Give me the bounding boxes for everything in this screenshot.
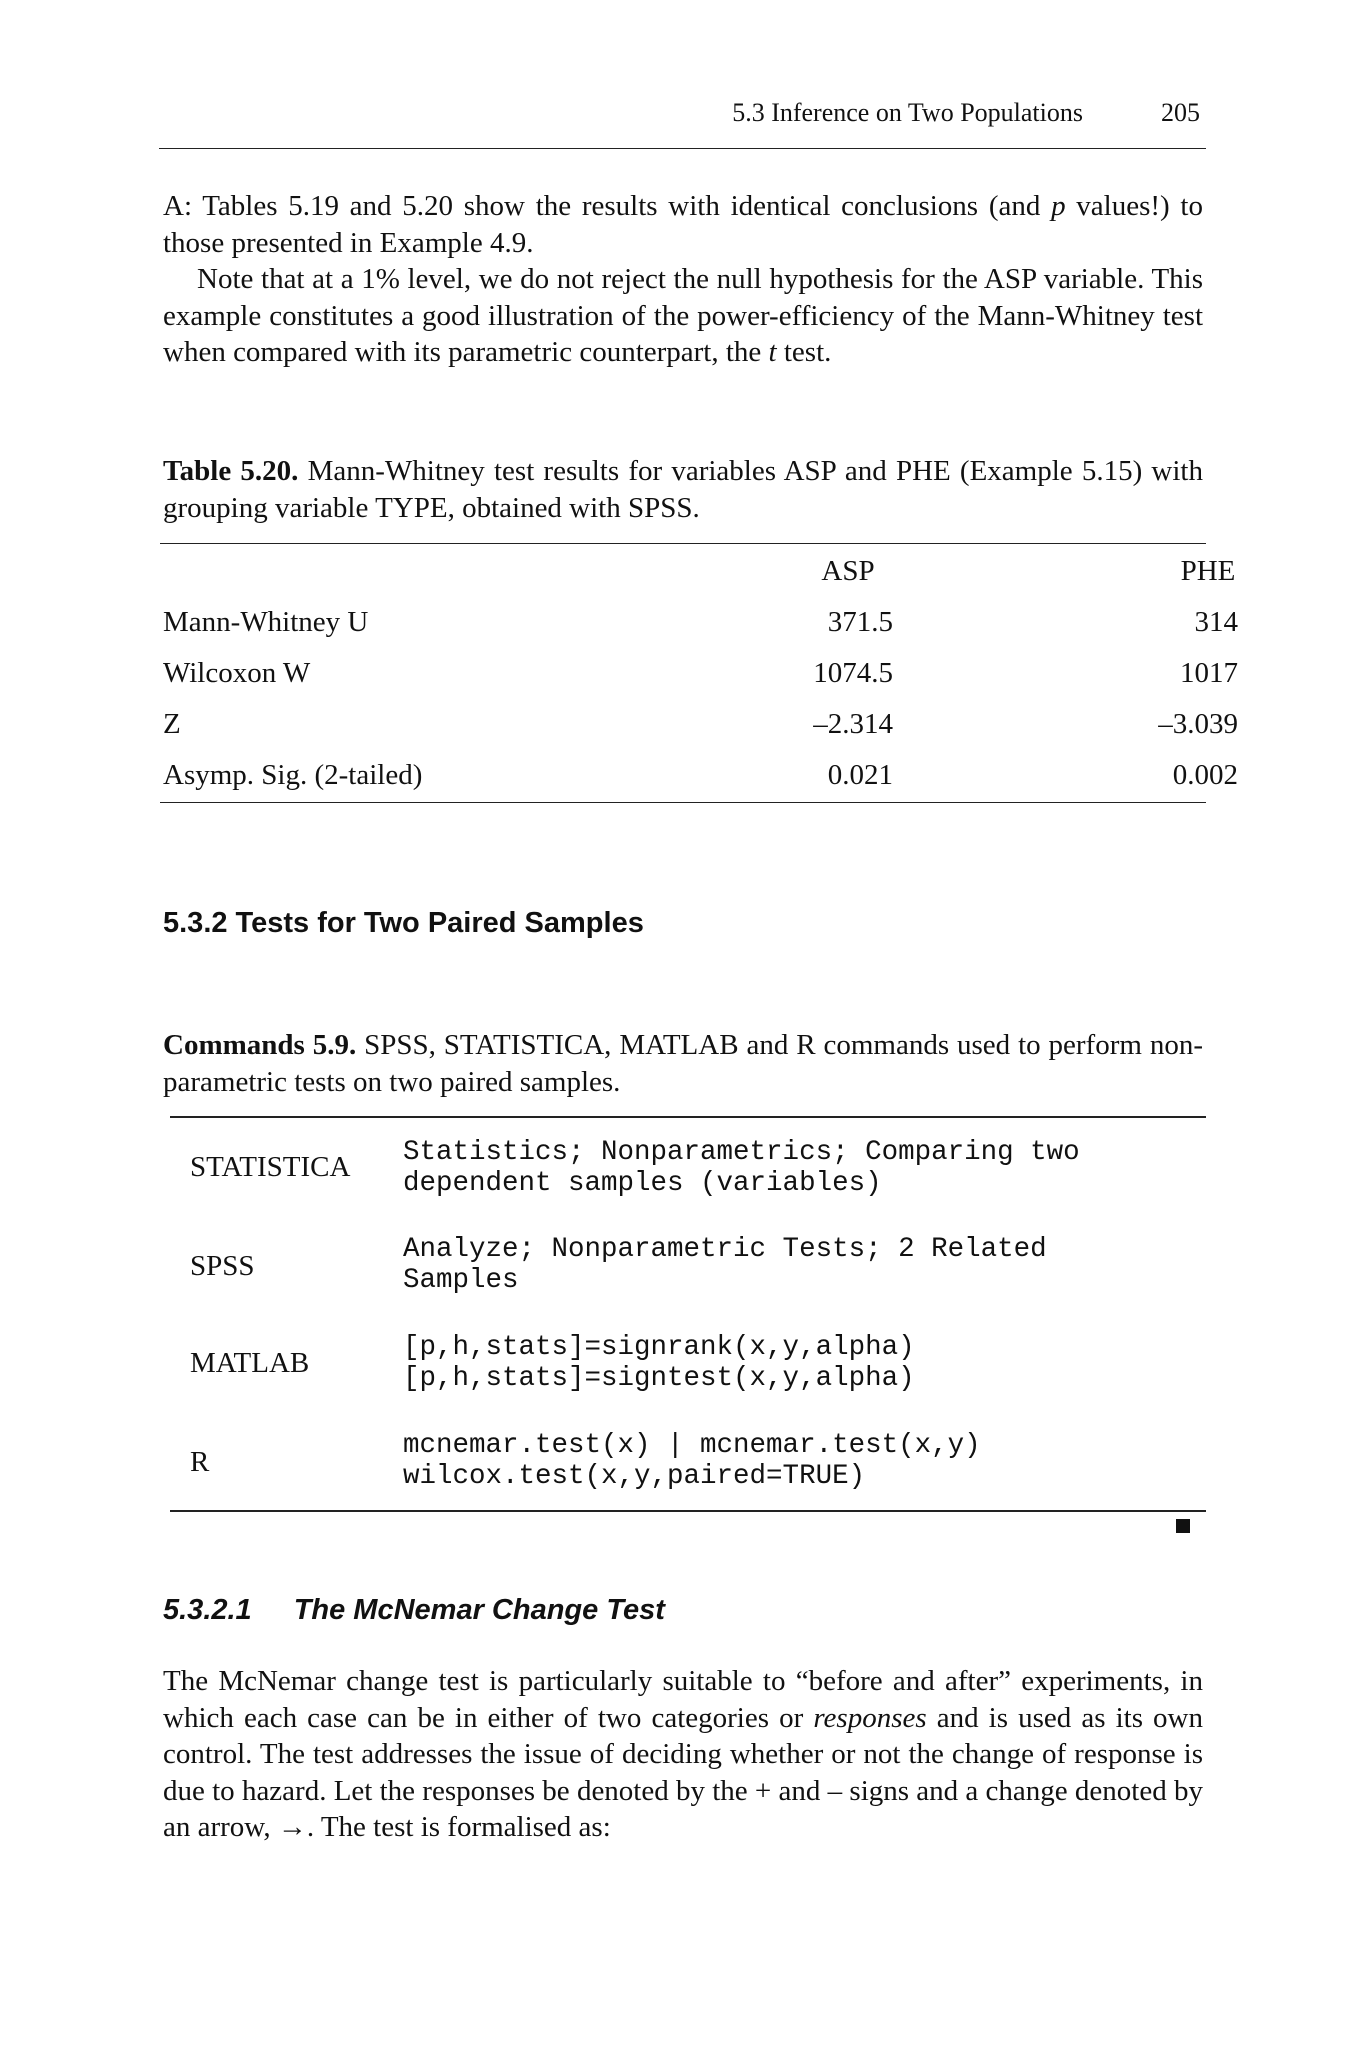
commands-bottom-rule — [170, 1510, 1206, 1512]
page-number: 205 — [1161, 98, 1200, 127]
subsection-heading — [163, 1592, 665, 1628]
command-tool-label: STATISTICA — [190, 1151, 351, 1183]
table-bottom-rule — [160, 802, 1206, 803]
cell-asp: 1074.5 — [813, 657, 893, 689]
section-heading: 5.3.2 Tests for Two Paired Samples — [163, 907, 644, 939]
commands-caption: Commands 5.9. SPSS, STATISTICA, MATLAB and R commands used to perform non-parametric tests on two paired samples. — [163, 1029, 1203, 1098]
table-row — [163, 757, 1238, 793]
running-title: 5.3 Inference on Two Populations — [732, 98, 1083, 127]
command-tool-label: MATLAB — [190, 1347, 310, 1379]
subsection-number: 5.3.2.1 — [163, 1594, 252, 1626]
table-row — [163, 604, 1238, 640]
command-tool-label: R — [190, 1446, 210, 1478]
cell-asp: 371.5 — [827, 606, 893, 638]
command-code: mcnemar.test(x) | mcnemar.test(x,y) wilcox.test(x,y,paired=TRUE) — [403, 1430, 981, 1492]
commands-top-rule — [170, 1116, 1206, 1118]
table-row — [163, 655, 1238, 691]
cell-phe: –3.039 — [1158, 708, 1238, 740]
command-code: Analyze; Nonparametric Tests; 2 Related Samples — [403, 1234, 1047, 1296]
subsection-title: The McNemar Change Test — [293, 1594, 665, 1626]
cell-asp: 0.021 — [827, 759, 893, 791]
row-label: Mann-Whitney U — [163, 606, 369, 638]
cell-phe: 0.002 — [1172, 759, 1238, 791]
column-header-phe: PHE — [1180, 555, 1236, 587]
command-tool-label: SPSS — [190, 1250, 255, 1282]
mcnemar-paragraph: The McNemar change test is particularly suitable to “before and after” experiments, in which each case can be in either of two categories or responses and is used as its own control. The test addresses the issue of deciding whether or not the change of response is due to hazard. Let the responses be denoted by the + and – signs and a change denoted by an arrow, →. The test is formalised as: — [163, 1665, 1203, 1843]
cell-phe: 1017 — [1180, 657, 1238, 689]
end-of-commands-square — [1176, 1519, 1190, 1533]
table-caption: Table 5.20. Mann-Whitney test results for variables ASP and PHE (Example 5.15) with grouping variable TYPE, obtained with SPSS. — [163, 455, 1203, 524]
header-rule — [159, 148, 1206, 149]
cell-phe: 314 — [1194, 606, 1238, 638]
note-paragraph: Note that at a 1% level, we do not reject the null hypothesis for the ASP variable. This example constitutes a good illustration of the power-efficiency of the Mann-Whitney test when compared with its parametric counterpart, the t test. — [163, 263, 1203, 368]
cell-asp: –2.314 — [813, 708, 893, 740]
row-label: Wilcoxon W — [163, 657, 311, 689]
table-row — [163, 706, 1238, 742]
row-label: Z — [163, 708, 181, 740]
column-header-asp: ASP — [821, 555, 875, 587]
command-code: Statistics; Nonparametrics; Comparing two dependent samples (variables) — [403, 1137, 1080, 1199]
row-label: Asymp. Sig. (2-tailed) — [163, 759, 423, 791]
table-header-row — [163, 553, 1236, 589]
command-code: [p,h,stats]=signrank(x,y,alpha) [p,h,stats]=signtest(x,y,alpha) — [403, 1332, 915, 1394]
table-top-rule — [160, 543, 1206, 544]
answer-paragraph: A: Tables 5.19 and 5.20 show the results with identical conclusions (and p values!) to those presented in Example 4.9. — [163, 190, 1203, 259]
